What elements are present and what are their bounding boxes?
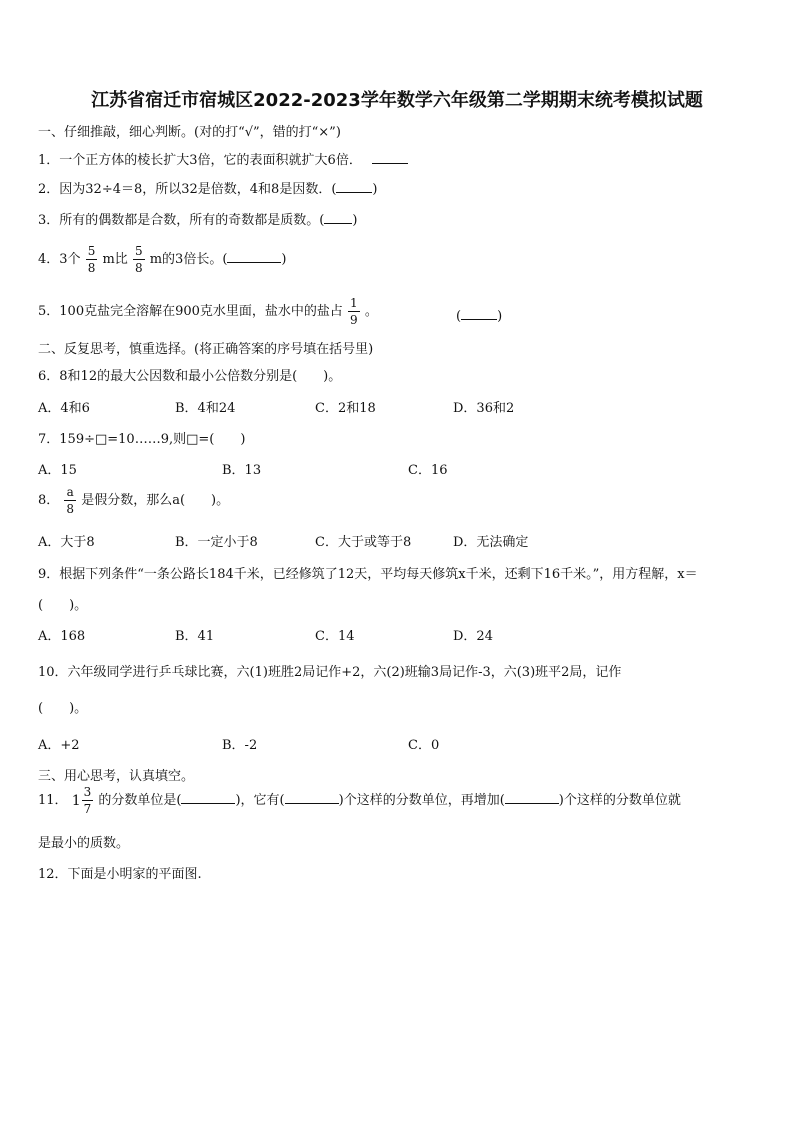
option-a[interactable]: A．+2 xyxy=(38,738,80,753)
answer-blank[interactable] xyxy=(227,250,281,263)
question-9-line-1: 9．根据下列条件“一条公路长184千米，已经修筑了12天，平均每天修筑x千米，还剩下16千米。”，用方程解，x＝ xyxy=(38,567,698,582)
answer-blank[interactable] xyxy=(336,180,372,193)
page-title: 江苏省宿迁市宿城区2022-2023学年数学六年级第二学期期末统考模拟试题 xyxy=(91,90,703,111)
numerator: 5 xyxy=(134,244,143,258)
option-b[interactable]: B．4和24 xyxy=(175,401,236,416)
paren-close: ) xyxy=(352,213,358,228)
fraction xyxy=(82,786,94,815)
numerator: a xyxy=(66,485,74,499)
option-d[interactable]: D．36和2 xyxy=(453,401,515,416)
numerator: 1 xyxy=(350,296,358,310)
option-c[interactable]: C．14 xyxy=(315,629,355,644)
fraction xyxy=(348,297,360,326)
paren-close: ) xyxy=(281,252,287,267)
question-11-text: )个这样的分数单位就 xyxy=(558,793,681,808)
numerator: 3 xyxy=(83,785,92,799)
option-a[interactable]: A．168 xyxy=(38,629,86,644)
option-b[interactable]: B．一定小于8 xyxy=(175,535,258,550)
question-2 xyxy=(38,178,377,197)
whole-part: 1 xyxy=(71,792,81,809)
question-11-text: )，它有( xyxy=(235,793,285,808)
section-1-heading: 一、仔细推敲，细心判断。(对的打“√”，错的打“×”) xyxy=(38,125,341,140)
answer-blank[interactable] xyxy=(285,791,339,804)
paren-open: ( xyxy=(456,309,462,324)
question-2-text: 2．因为32÷4＝8，所以32是倍数，4和8是因数．( xyxy=(38,182,337,197)
numerator: 5 xyxy=(87,244,96,258)
option-a[interactable]: A．15 xyxy=(38,463,77,478)
question-6: 6．8和12的最大公因数和最小公倍数分别是( )。 xyxy=(38,369,342,384)
option-c[interactable]: C．0 xyxy=(408,738,440,753)
question-10-line-2: ( )。 xyxy=(38,701,88,716)
option-c[interactable]: C．2和18 xyxy=(315,401,376,416)
mixed-number xyxy=(72,786,95,815)
question-12: 12．下面是小明家的平面图. xyxy=(38,867,202,882)
question-10-line-1: 10．六年级同学进行乒乓球比赛，六(1)班胜2局记作+2，六(2)班输3局记作-3，六(3)班平2局，记作 xyxy=(38,665,622,680)
option-c[interactable]: C．16 xyxy=(408,463,448,478)
question-11-text: 的分数单位是( xyxy=(98,793,182,808)
question-8-text: 是假分数，那么a( )。 xyxy=(81,493,230,508)
option-d[interactable]: D．无法确定 xyxy=(453,535,529,550)
question-3-text: 3．所有的偶数都是合数，所有的奇数都是质数。( xyxy=(38,213,325,228)
answer-blank[interactable] xyxy=(324,211,352,224)
answer-blank[interactable] xyxy=(372,151,408,164)
question-4 xyxy=(38,245,286,274)
fraction xyxy=(86,245,98,274)
question-number: 8． xyxy=(38,493,60,508)
option-b[interactable]: B．41 xyxy=(175,629,215,644)
question-11-line-1 xyxy=(38,786,681,815)
question-11-line-2: 是最小的质数。 xyxy=(38,836,130,851)
question-number: 11． xyxy=(38,793,68,808)
section-3-heading: 三、用心思考，认真填空。 xyxy=(38,769,195,784)
answer-blank[interactable] xyxy=(461,307,497,320)
question-5-text: 。 xyxy=(364,304,378,319)
denominator: 9 xyxy=(350,313,358,327)
question-9-line-2: ( )。 xyxy=(38,598,88,613)
option-c[interactable]: C．大于或等于8 xyxy=(315,535,412,550)
option-a[interactable]: A．大于8 xyxy=(38,535,95,550)
denominator: 8 xyxy=(87,261,96,275)
question-4-text: m比 xyxy=(102,252,128,267)
question-8 xyxy=(38,486,229,515)
question-5-text: 5．100克盐完全溶解在900克水里面，盐水中的盐占 xyxy=(38,304,343,319)
question-5 xyxy=(38,297,378,326)
fraction xyxy=(64,486,76,515)
denominator: 8 xyxy=(66,502,75,516)
question-7: 7．159÷□=10……9,则□=( ) xyxy=(38,432,246,447)
denominator: 7 xyxy=(83,802,92,816)
answer-blank[interactable] xyxy=(505,791,559,804)
answer-blank[interactable] xyxy=(181,791,235,804)
denominator: 8 xyxy=(134,261,143,275)
question-1-text: 1．一个正方体的棱长扩大3倍，它的表面积就扩大6倍． xyxy=(38,153,362,168)
question-5-answer xyxy=(456,307,502,324)
fraction xyxy=(133,245,145,274)
option-b[interactable]: B．13 xyxy=(222,463,262,478)
question-11-text: )个这样的分数单位，再增加( xyxy=(338,793,505,808)
option-a[interactable]: A．4和6 xyxy=(38,401,90,416)
paren-close: ) xyxy=(497,309,503,324)
question-3 xyxy=(38,209,357,228)
option-b[interactable]: B．-2 xyxy=(222,738,258,753)
paren-close: ) xyxy=(372,182,378,197)
section-2-heading: 二、反复思考，慎重选择。(将正确答案的序号填在括号里) xyxy=(38,342,374,357)
question-4-text: 4．3个 xyxy=(38,252,81,267)
question-1 xyxy=(38,149,408,168)
option-d[interactable]: D．24 xyxy=(453,629,493,644)
question-4-text: m的3倍长。( xyxy=(149,252,228,267)
